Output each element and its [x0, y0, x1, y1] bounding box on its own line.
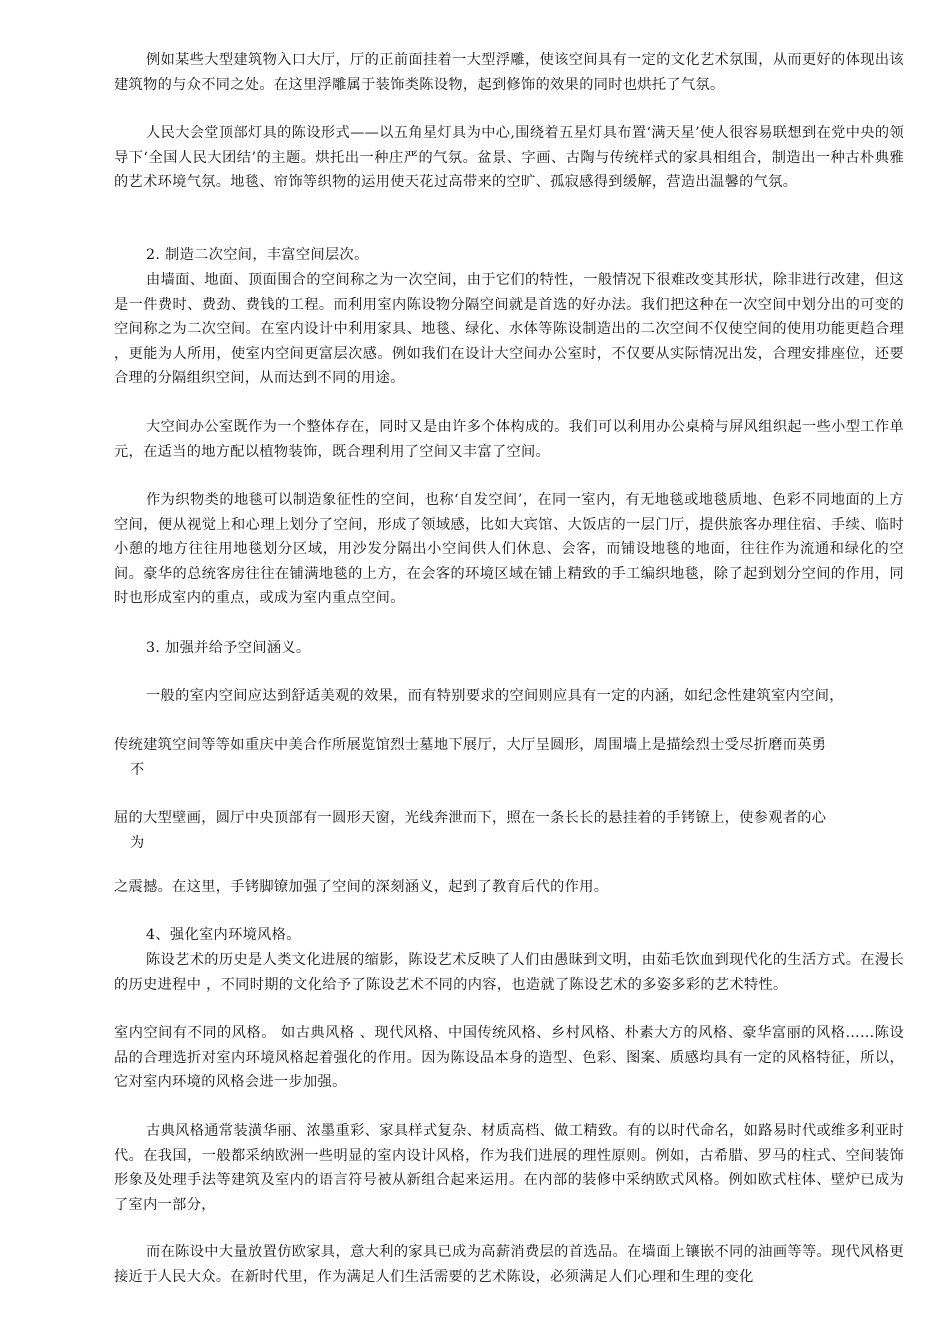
- section-heading-3: 3. 加强并给予空间涵义。: [146, 640, 311, 656]
- paragraph-modern-style: 而在陈设中大量放置仿欧家具，意大利的家具已成为高薪消费层的首选品。在墙面上镶嵌不同的油画等等。现代风格更接近于人民大众。在新时代里，作为满足人们生活需要的艺术陈设，必须满足人们心理和生理的变化: [114, 1244, 904, 1285]
- paragraph-meaning-line-2-wrap: 不: [130, 762, 145, 778]
- paragraph-relief-example: 例如某些大型建筑物入口大厅，厅的正前面挂着一大型浮雕，使该空间具有一定的文化艺术氛围，从而更好的体现出该建筑物的与众不同之处。在这里浮雕属于装饰类陈设物，起到修饰的效果的同时也烘托了气氛。: [114, 52, 904, 93]
- paragraph-meaning-line-1: 一般的室内空间应达到舒适美观的效果，而有特别要求的空间则应具有一定的内涵，如纪念性建筑室内空间，: [146, 688, 844, 704]
- paragraph-carpet-space: 作为织物类的地毯可以制造象征性的空间，也称‘自发空间’，在同一室内，有无地毯或地毯质地、色彩不同地面的上方空间，便从视觉上和心理上划分了空间，形成了领域感，比如大宾馆、大饭店的一层门厅，提供旅客办理住宿、手续、临时小憩的地方往往用地毯划分区域，用沙发分隔出小空间供人们休息、会客，而铺设地毯的地面，往往作为流通和绿化的空间。豪华的总统客房往往在铺满地毯的上方，在会客的环境区域在铺上精致的手工编织地毯，除了起到划分空间的作用，同时也形成室内的重点，或成为室内重点空间。: [114, 492, 904, 607]
- paragraph-meaning-line-4: 之震撼。在这里，手铐脚镣加强了空间的深刻涵义，起到了教育后代的作用。: [114, 879, 609, 895]
- paragraph-interior-styles: 室内空间有不同的风格。 如古典风格 、现代风格、中国传统风格、乡村风格、朴素大方的风格、豪华富丽的风格……陈设品的合理选折对室内环境风格起着强化的作用。因为陈设品本身的造型、色彩、图案、质感均具有一定的风格特征，所以，它对室内环境的风格会进一步加强。: [114, 1025, 904, 1091]
- paragraph-meaning-line-3: 屈的大型壁画，圆厅中央顶部有一圆形天窗，光线奔泄而下，照在一条长长的悬挂着的手铐镣上，使参观者的心: [114, 810, 827, 826]
- paragraph-classical-style: 古典风格通常装潢华丽、浓墨重彩、家具样式复杂、材质高档、做工精致。有的以时代命名，如路易时代或维多利亚时代。在我国，一般都采纳欧洲一些明显的室内设计风格，作为我们进展的理性原则。例如，古希腊、罗马的柱式、空间装饰形象及处理手法等建筑及室内的语言符号被从新组合起来运用。在内部的装修中采纳欧式风格。例如欧式柱体、壁炉已成为了室内一部分，: [114, 1123, 904, 1213]
- paragraph-meaning-line-3-wrap: 为: [130, 835, 145, 851]
- section-heading-2: 2. 制造二次空间，丰富空间层次。: [146, 247, 369, 263]
- section-heading-4: 4、强化室内环境风格。: [146, 927, 301, 943]
- paragraph-open-office: 大空间办公室既作为一个整体存在，同时又是由许多个体构成的。我们可以利用办公桌椅与屏风组织起一些小型工作单元，在适当的地方配以植物装饰，既合理利用了空间又丰富了空间。: [114, 419, 904, 460]
- paragraph-great-hall-lighting: 人民大会堂顶部灯具的陈设形式——以五角星灯具为中心,围绕着五星灯具布置‘满天星’使人很容易联想到在党中央的领导下‘全国人民大团结’的主题。烘托出一种庄严的气氛。盆景、字画、古陶与传统样式的家具相组合，制造出一种古朴典雅的艺术环境气氛。地毯、帘饰等织物的运用使天花过高带来的空旷、孤寂感得到缓解，营造出温馨的气氛。: [114, 125, 904, 191]
- paragraph-meaning-line-2: 传统建筑空间等等如重庆中美合作所展览馆烈士墓地下展厅，大厅呈圆形，周围墙上是描绘烈士受尽折磨而英勇: [114, 737, 827, 753]
- paragraph-display-history: 陈设艺术的历史是人类文化进展的缩影，陈设艺术反映了人们由愚昧到文明，由茹毛饮血到现代化的生活方式。在漫长的历史进程中 ，不同时期的文化给予了陈设艺术不同的内容，也造就了陈设艺术的多姿多彩的艺术特性。: [114, 952, 904, 993]
- paragraph-secondary-space: 由墙面、地面、顶面围合的空间称之为一次空间，由于它们的特性，一般情况下很难改变其形状，除非进行改建，但这是一件费时、费劲、费钱的工程。而利用室内陈设物分隔空间就是首选的好办法。我们把这种在一次空间中划分出的可变的空间称之为二次空间。在室内设计中利用家具、地毯、绿化、水体等陈设制造出的二次空间不仅使空间的使用功能更趋合理 ，更能为人所用，使室内空间更富层次感。例如我们在设计大空间办公室时，不仅要从实际情况出发，合理安排座位，还要合理的分隔组织空间，从而达到不同的用途。: [114, 272, 904, 387]
